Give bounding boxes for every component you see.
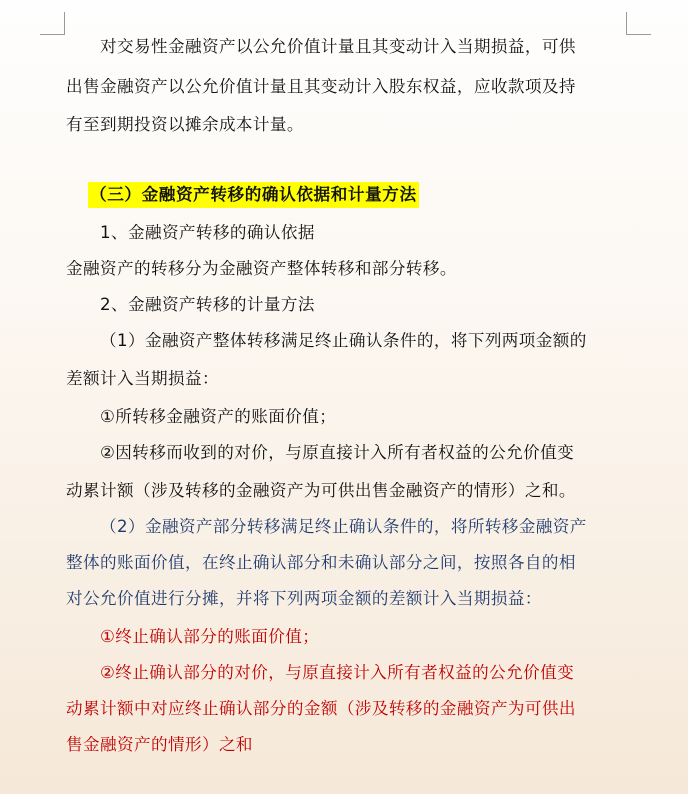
intro-line-1: 对交易性金融资产以公允价值计量且其变动计入当期损益，可供 (100, 37, 576, 56)
sub2-item-b-line-2: 动累计额中对应终止确认部分的金额（涉及转移的金融资产为可供出 (66, 699, 576, 718)
item1-text: 金融资产的转移分为金融资产整体转移和部分转移。 (66, 259, 457, 278)
sub2-item-b-line-3: 售金融资产的情形）之和 (66, 735, 253, 754)
sub1-item-b-line-2: 动累计额（涉及转移的金融资产为可供出售金融资产的情形）之和。 (66, 481, 576, 500)
item2-title: 2、金融资产转移的计量方法 (100, 295, 315, 314)
sub2-item-b-line-1: ②终止确认部分的对价，与原直接计入所有者权益的公允价值变 (100, 663, 575, 682)
section-heading: （三）金融资产转移的确认依据和计量方法 (88, 182, 419, 208)
intro-line-3: 有至到期投资以摊余成本计量。 (66, 115, 304, 134)
sub2-line-3: 对公允价值进行分摊，并将下列两项金额的差额计入当期损益： (66, 589, 542, 608)
page-corner-mark-top-right (626, 12, 651, 35)
page-corner-mark-top-left (40, 12, 65, 35)
sub1-line-2: 差额计入当期损益： (66, 369, 219, 388)
sub2-item-a: ①终止确认部分的账面价值； (100, 627, 320, 646)
sub1-item-a: ①所转移金融资产的账面价值； (100, 407, 337, 426)
sub1-line-1: （1）金融资产整体转移满足终止确认条件的，将下列两项金额的 (100, 331, 587, 350)
sub2-line-2: 整体的账面价值，在终止确认部分和未确认部分之间，按照各自的相 (66, 553, 576, 572)
sub1-item-b-line-1: ②因转移而收到的对价，与原直接计入所有者权益的公允价值变 (100, 443, 575, 462)
item1-title: 1、金融资产转移的确认依据 (100, 223, 315, 242)
intro-line-2: 出售金融资产以公允价值计量且其变动计入股东权益，应收款项及持 (66, 77, 576, 96)
sub2-line-1: （2）金融资产部分转移满足终止确认条件的，将所转移金融资产 (100, 517, 587, 536)
